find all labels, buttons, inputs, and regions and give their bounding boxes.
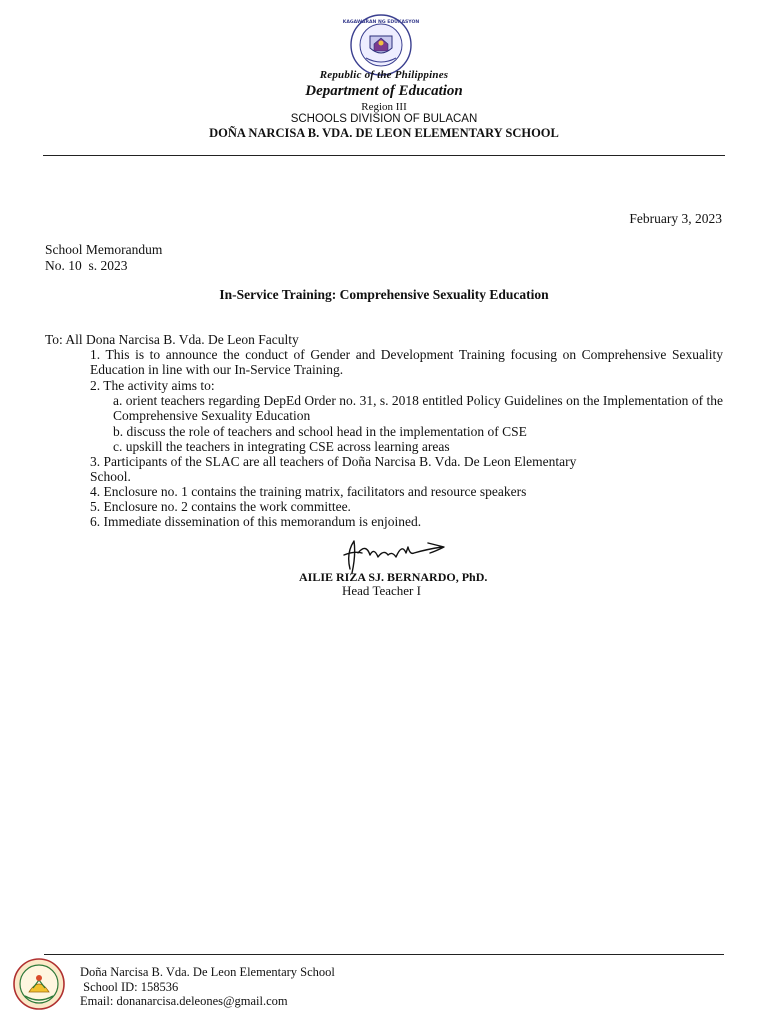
signatory-title: Head Teacher I — [342, 583, 421, 598]
memo-item-3-line-1: 3. Participants of the SLAC are all teachers of Doña Narcisa B. Vda. De Leon Elementary — [90, 454, 577, 469]
footer-school-id: School ID: 158536 — [80, 979, 179, 994]
signatory-name: AILIE RIZA SJ. BERNARDO, PhD. — [299, 570, 488, 584]
memo-date: February 3, 2023 — [629, 211, 722, 226]
republic-heading: Republic of the Philippines — [319, 69, 449, 81]
school-logo — [13, 958, 65, 1010]
memo-item-2c: c. upskill the teachers in integrating CSE across learning areas — [113, 439, 450, 454]
region-heading: Region III — [361, 101, 407, 113]
footer-email: Email: donanarcisa.deleones@gmail.com — [80, 994, 288, 1008]
footer-divider — [44, 954, 724, 955]
memo-recipients: To: All Dona Narcisa B. Vda. De Leon Faculty — [45, 332, 299, 347]
memo-item-2b: b. discuss the role of teachers and school head in the implementation of CSE — [113, 424, 527, 439]
deped-seal — [342, 14, 420, 76]
memo-item-2: 2. The activity aims to: — [90, 378, 215, 393]
school-heading: DOÑA NARCISA B. VDA. DE LEON ELEMENTARY SCHOOL — [209, 126, 559, 140]
memo-item-6: 6. Immediate dissemination of this memorandum is enjoined. — [90, 514, 422, 529]
memo-type: School Memorandum — [45, 242, 163, 257]
memo-number: No. 10 s. 2023 — [45, 258, 128, 273]
division-heading: SCHOOLS DIVISION OF BULACAN — [290, 113, 478, 125]
memo-item-2a: a. orient teachers regarding DepEd Order no. 31, s. 2018 entitled Policy Guidelines on the Implementation of the Comprehensive Sexuality Education — [113, 393, 723, 424]
footer-contact — [80, 965, 335, 1009]
svg-text:KAGAWARAN NG EDUKASYON: KAGAWARAN NG EDUKASYON — [342, 20, 420, 25]
memo-item-1: 1. This is to announce the conduct of Gender and Development Training focusing on Comprehensive Sexuality Education in line with our In-Service Training. — [90, 347, 723, 378]
footer-school-name: Doña Narcisa B. Vda. De Leon Elementary School — [80, 965, 335, 979]
header-divider — [43, 155, 725, 156]
memo-item-4: 4. Enclosure no. 1 contains the training matrix, facilitators and resource speakers — [90, 484, 527, 499]
memo-item-3-line-2: School. — [90, 469, 131, 484]
department-heading: Department of Education — [305, 83, 463, 99]
memo-item-5: 5. Enclosure no. 2 contains the work committee. — [90, 499, 351, 514]
memo-subject: In-Service Training: Comprehensive Sexuality Education — [219, 287, 549, 302]
memo-identifier — [45, 242, 162, 274]
